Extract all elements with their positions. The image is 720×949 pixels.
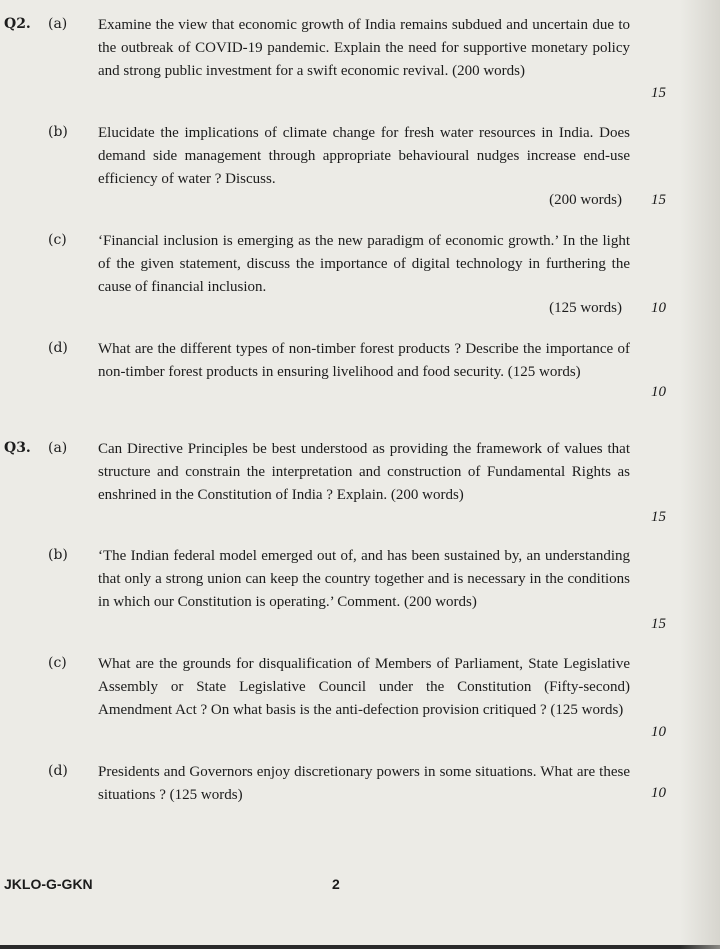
- marks: 10: [651, 300, 666, 316]
- marks: 15: [651, 192, 666, 208]
- bottom-border: [0, 945, 720, 949]
- part-label: (d): [48, 763, 68, 779]
- part-label: (a): [48, 16, 68, 32]
- question-text: What are the different types of non-timber forest products ? Describe the importance of non-timber forest products in ensuring livelihood and food security. (125 words): [98, 341, 630, 380]
- part-label: (a): [48, 440, 68, 456]
- marks: 10: [651, 384, 666, 400]
- question-text: What are the grounds for disqualification of Members of Parliament, State Legislative Assembly or State Legislative Council under the Constitution (Fifty-second) Amendment Act ? On what basis is the anti-defection provision critiqued ? (125 words): [98, 656, 630, 718]
- part-label: (b): [48, 124, 68, 140]
- part-label: (b): [48, 547, 68, 563]
- question-text: Presidents and Governors enjoy discretionary powers in some situations. What are these situations ? (125 words): [98, 764, 630, 803]
- marks: 10: [651, 785, 666, 801]
- marks: 15: [651, 509, 666, 525]
- question-text: Elucidate the implications of climate change for fresh water resources in India. Does demand side management through appropriate behavioural nudges increase end-use efficiency of water ? Discuss.: [98, 125, 630, 187]
- part-label: (c): [48, 232, 67, 248]
- paper-code: JKLO-G-GKN: [4, 876, 93, 892]
- question-number: Q3.: [4, 440, 31, 456]
- question-text: Examine the view that economic growth of India remains subdued and uncertain due to the outbreak of COVID-19 pandemic. Explain the need for supportive monetary policy and strong public investment for a swift economic revival. (200 words): [98, 17, 630, 79]
- part-label: (d): [48, 340, 68, 356]
- page-number: 2: [332, 876, 340, 892]
- marks: 10: [651, 724, 666, 740]
- marks: 15: [651, 85, 666, 101]
- word-limit: (200 words): [549, 192, 622, 208]
- word-limit: (125 words): [549, 300, 622, 316]
- part-label: (c): [48, 655, 67, 671]
- question-text: ‘Financial inclusion is emerging as the new paradigm of economic growth.’ In the light of the given statement, discuss the importance of digital technology in furthering the cause of financial inclusion.: [98, 233, 630, 295]
- marks: 15: [651, 616, 666, 632]
- question-number: Q2.: [4, 16, 31, 32]
- question-text: Can Directive Principles be best understood as providing the framework of values that structure and constrain the interpretation and construction of Fundamental Rights as enshrined in the Constitution of India ? Explain. (200 words): [98, 441, 630, 503]
- question-text: ‘The Indian federal model emerged out of, and has been sustained by, an understanding that only a strong union can keep the country together and is necessary in the conditions in which our Constitution is operating.’ Comment. (200 words): [98, 548, 630, 610]
